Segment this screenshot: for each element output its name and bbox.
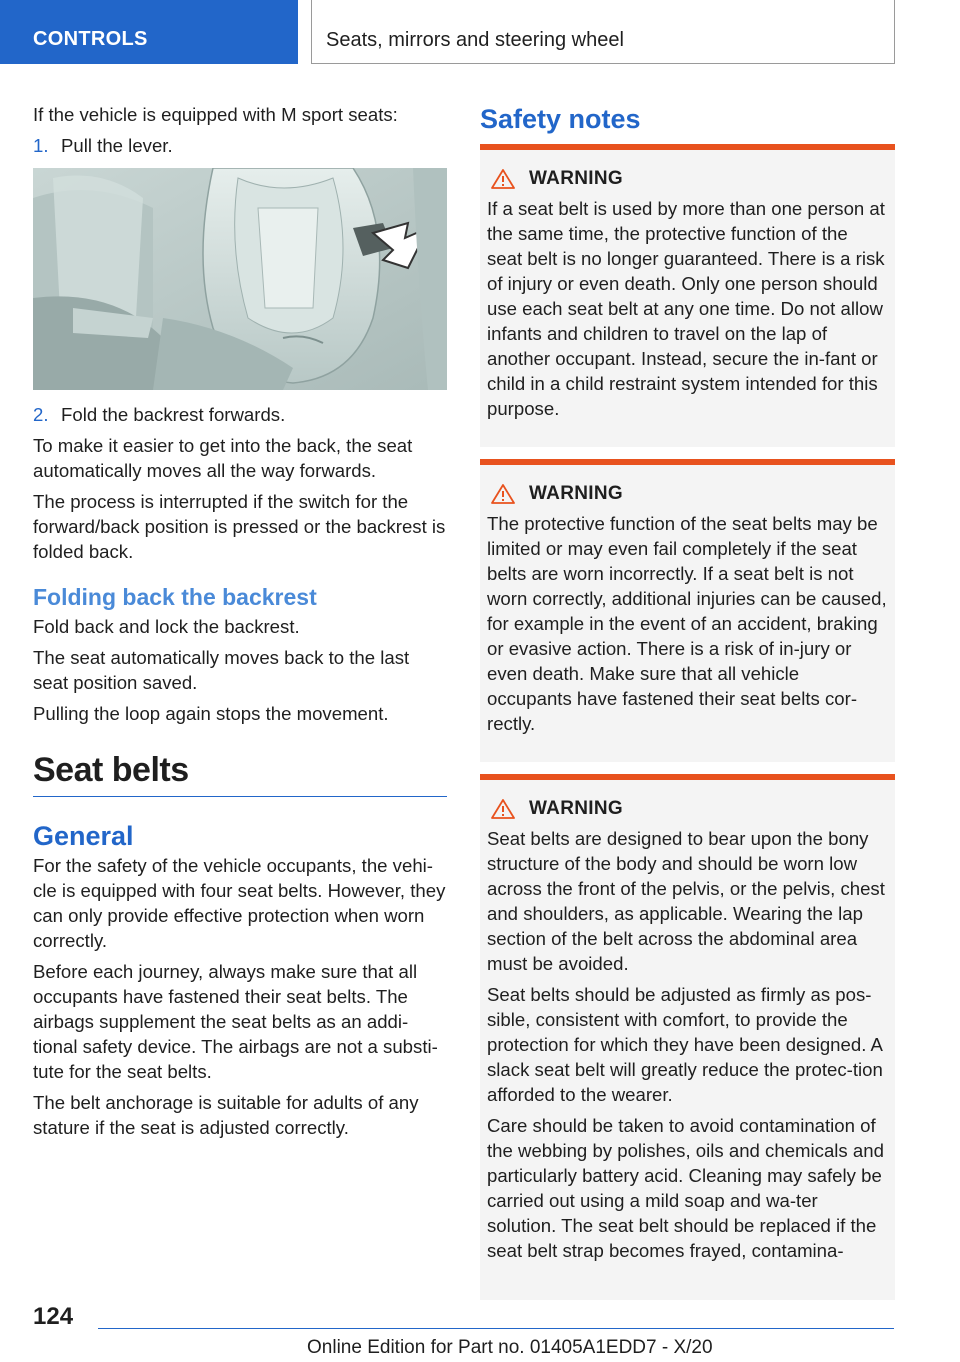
- step-item: [33, 133, 447, 158]
- header-section-tab: [0, 0, 298, 64]
- warning-label: WARNING: [529, 483, 623, 504]
- header-section-label: CONTROLS: [33, 28, 148, 50]
- footer-rule: [98, 1328, 894, 1329]
- seat-belts-heading: Seat belts: [33, 751, 189, 789]
- warning-label: WARNING: [529, 798, 623, 819]
- fold-back-heading: Folding back the backrest: [33, 584, 317, 610]
- warning-text: The protective function of the seat belts may be limited or may even fail completely if the seat belts are worn incorrectly. If a seat belt is not worn correctly, additional injuries can be caused, for example in the event of an accident, braking or evasive action. There is a risk of in-jury or even death. Make sure that all vehicle occupants have fastened their seat belts cor-rectly.: [487, 513, 887, 734]
- warning-header: [487, 483, 888, 505]
- warning-triangle-icon: [491, 484, 515, 504]
- footer-edition: Online Edition for Part no. 01405A1EDD7 - X/20: [307, 1337, 713, 1358]
- body-paragraph: The belt anchorage is suitable for adults of any stature if the seat is adjusted correctly.: [33, 1092, 419, 1138]
- warning-text: Care should be taken to avoid contamination of the webbing by polishes, oils and chemicals and particularly battery acid. Cleaning may safely be carried out using a mild soap and wa-ter solution. The seat belt should be replaced if the seat belt strap becomes frayed, contamina-: [487, 1115, 884, 1261]
- header-chapter-box: [311, 0, 895, 64]
- body-paragraph: Before each journey, always make sure that all occupants have fastened their seat belts. The airbags supplement the seat belts as an addi-tional safety device. The airbags are not a substi-tute for the seat belts.: [33, 961, 438, 1082]
- warning-text: Seat belts should be adjusted as firmly as pos-sible, consistent with comfort, to provide the protection for which they have been designed. A slack seat belt will greatly reduce the protec-tion afforded to the wearer.: [487, 984, 883, 1105]
- body-paragraph: Fold back and lock the backrest.: [33, 616, 300, 637]
- warning-text: Seat belts are designed to bear upon the bony structure of the body and should be worn low across the front of the pelvis, or the pelvis, chest and shoulders, as applicable. Wearing the lap section of the belt across the abdominal area must be avoided.: [487, 828, 885, 974]
- seat-lever-illustration: [33, 168, 447, 390]
- step-item: [33, 402, 447, 427]
- warning-box: [480, 144, 895, 447]
- seat-belts-heading-block: [33, 750, 447, 797]
- general-heading: General: [33, 821, 134, 851]
- warning-text: If a seat belt is used by more than one person at the same time, the protective function of the seat belt is no longer guaranteed. There is a risk of injury or even death. Only one person should use each seat belt at any one time. Do not allow infants and children to travel on the lap of another occupant. Instead, secure the in-fant or child in a child restraint system intended for this purpose.: [487, 198, 885, 419]
- warning-box: [480, 459, 895, 762]
- body-paragraph: For the safety of the vehicle occupants, the vehi-cle is equipped with four seat belts. However, they can only provide effective protection when worn correctly.: [33, 855, 446, 951]
- body-paragraph: The process is interrupted if the switch for the forward/back position is pressed or the backrest is folded back.: [33, 491, 446, 562]
- warning-triangle-icon: [491, 169, 515, 189]
- step-text: Fold the backrest forwards.: [61, 404, 286, 425]
- warning-box: [480, 774, 895, 1300]
- warning-header: [487, 168, 888, 190]
- intro-text: If the vehicle is equipped with M sport seats:: [33, 104, 398, 125]
- step-text: Pull the lever.: [61, 135, 173, 156]
- warning-triangle-icon: [491, 799, 515, 819]
- body-paragraph: The seat automatically moves back to the last seat position saved.: [33, 647, 410, 693]
- warning-label: WARNING: [529, 168, 623, 189]
- right-column: [480, 102, 895, 1300]
- page-number: 124: [33, 1303, 74, 1330]
- left-column: [33, 102, 447, 1146]
- header-chapter-label: Seats, mirrors and steering wheel: [326, 29, 624, 51]
- safety-notes-heading: Safety notes: [480, 104, 641, 134]
- body-paragraph: Pulling the loop again stops the movement.: [33, 703, 389, 724]
- step-number: 1.: [33, 135, 49, 156]
- step-number: 2.: [33, 404, 49, 425]
- warning-header: [487, 798, 888, 820]
- body-paragraph: To make it easier to get into the back, the seat automatically moves all the way forwards.: [33, 435, 413, 481]
